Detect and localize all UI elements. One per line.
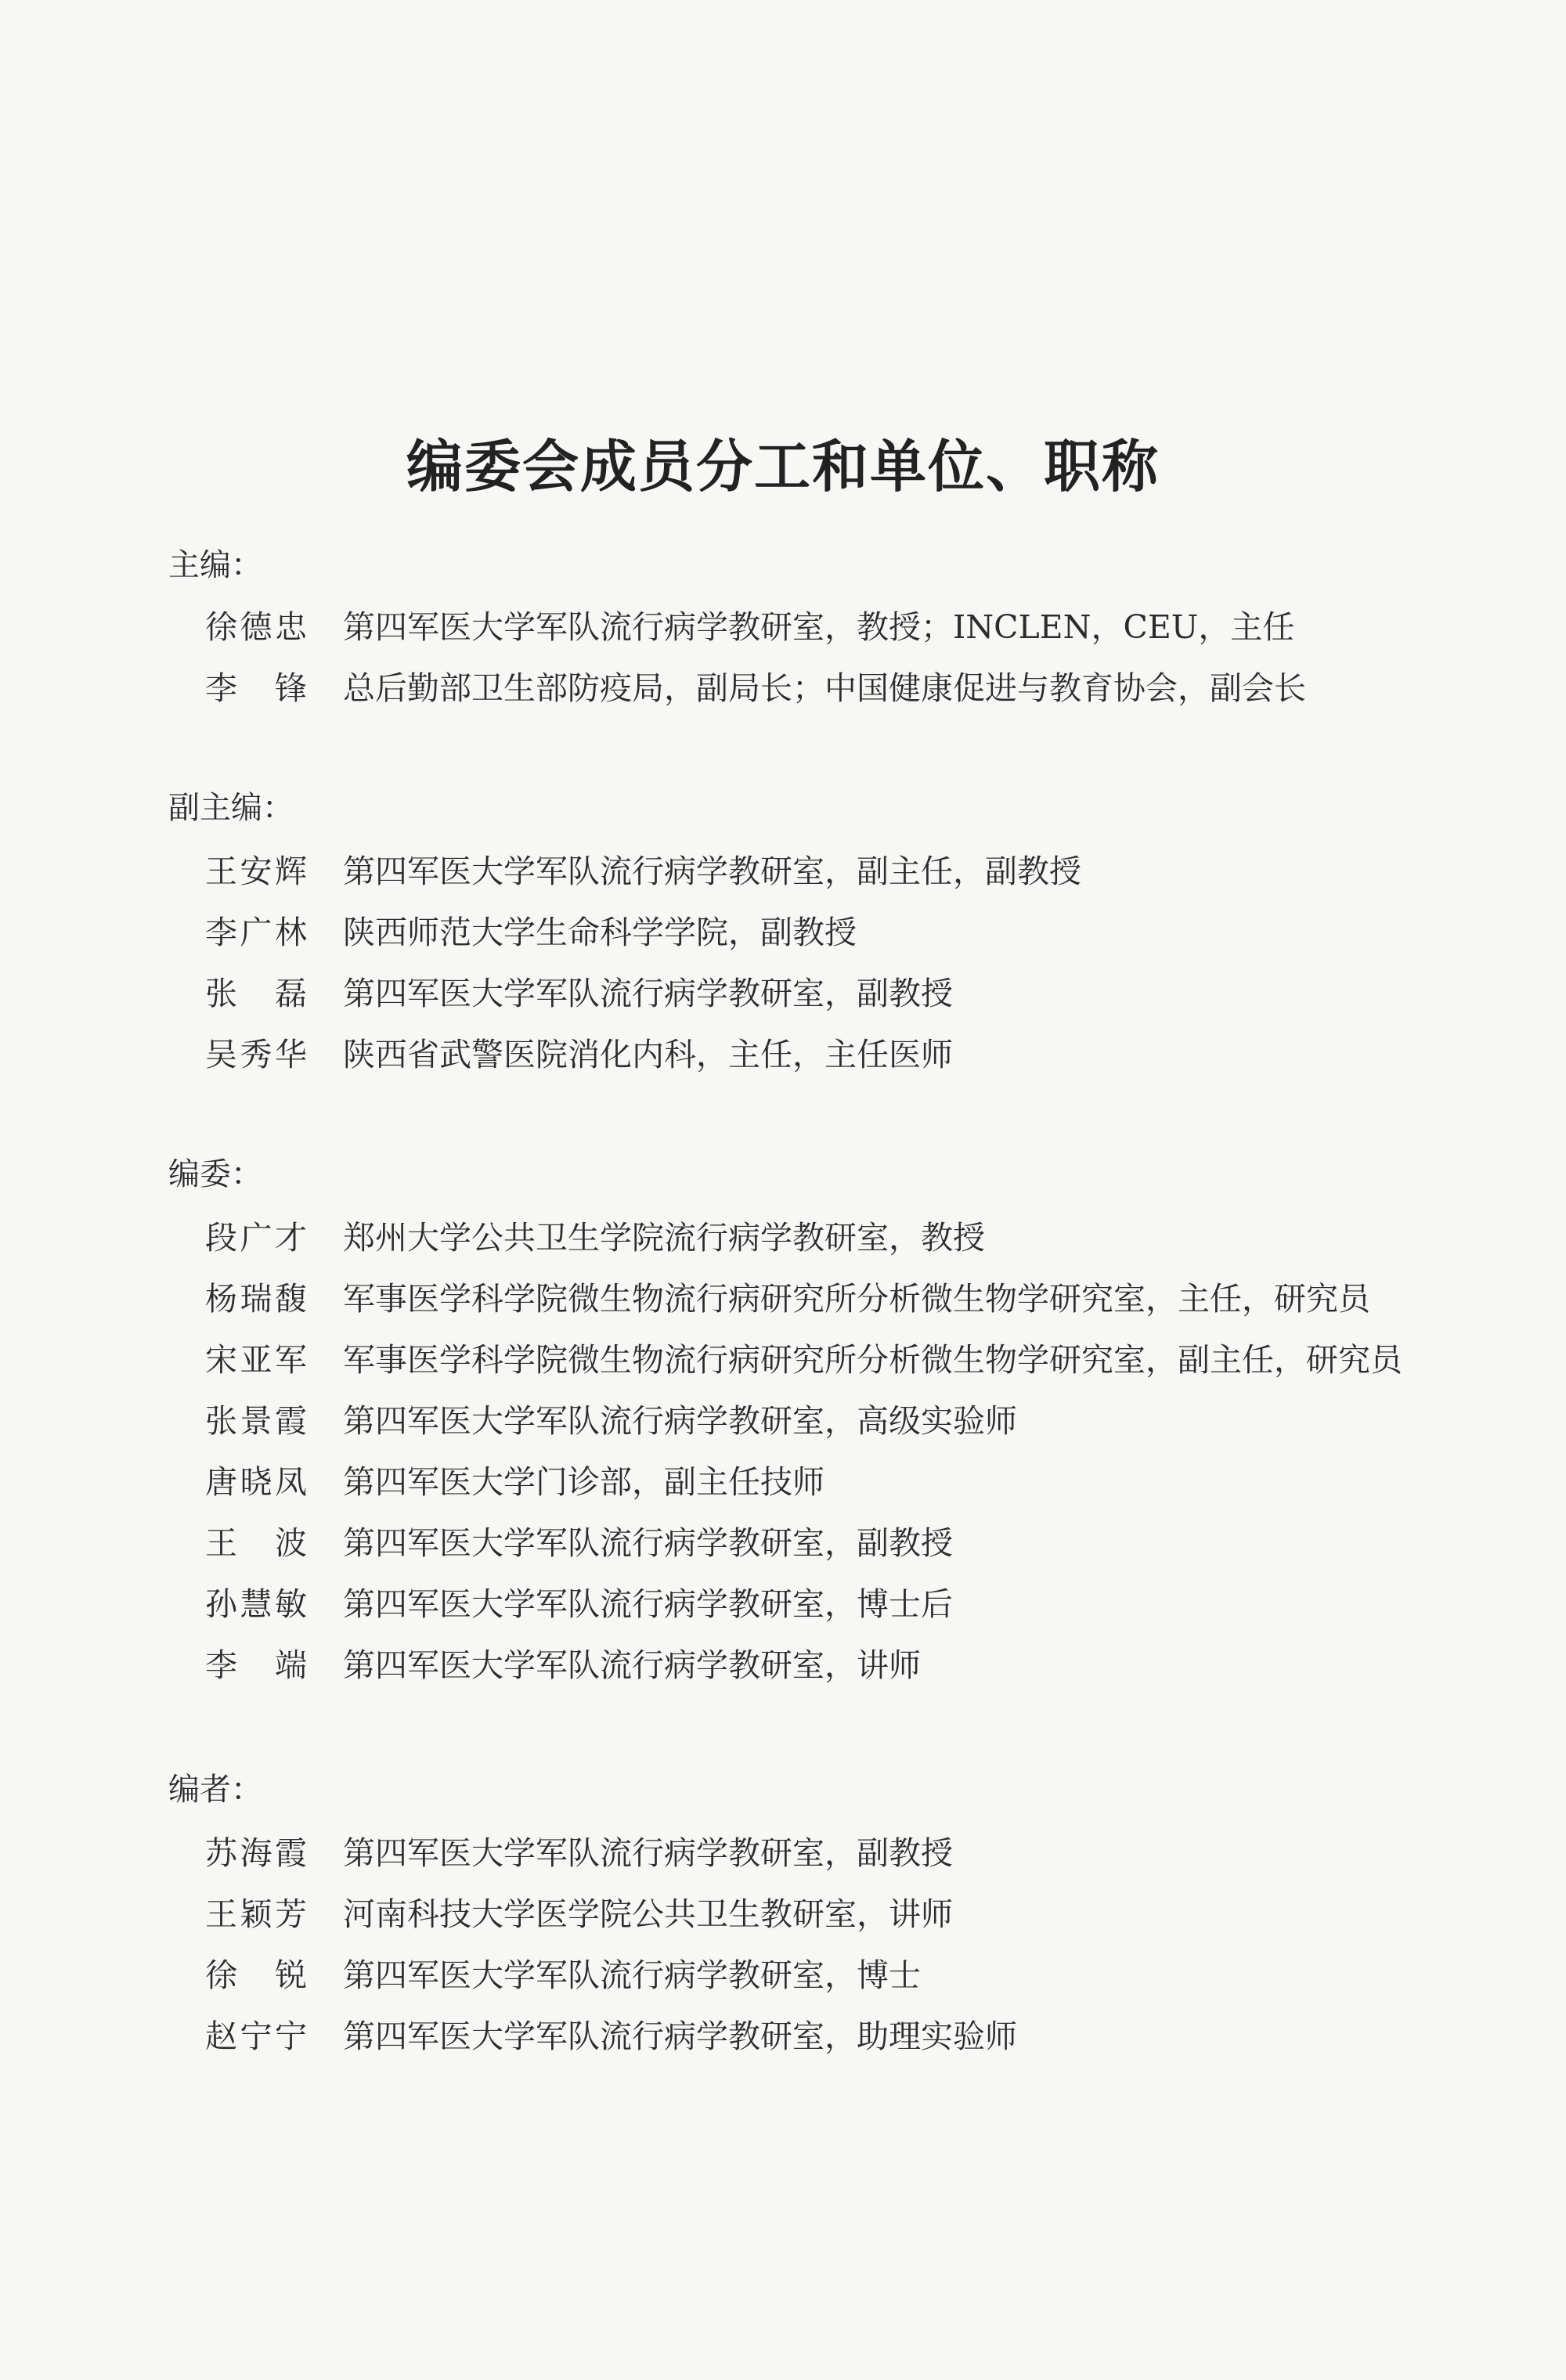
member-entry xyxy=(0,1273,1566,1320)
member-entry xyxy=(0,1517,1566,1564)
member-entry xyxy=(0,1578,1566,1625)
member-entry xyxy=(0,968,1566,1015)
member-entry xyxy=(0,1949,1566,1996)
member-affiliation: 第四军医大学门诊部，副主任技师 xyxy=(343,1463,824,1501)
member-affiliation: 第四军医大学军队流行病学教研室，副主任，副教授 xyxy=(343,853,1081,890)
member-affiliation: 河南科技大学医学院公共卫生教研室，讲师 xyxy=(343,1895,953,1933)
member-affiliation: 郑州大学公共卫生学院流行病学教研室，教授 xyxy=(343,1219,985,1257)
member-name: 孙慧敏 xyxy=(205,1585,307,1623)
member-entry xyxy=(0,1395,1566,1442)
section-heading: 编者： xyxy=(168,1772,262,1808)
member-entry xyxy=(0,1029,1566,1076)
member-affiliation: 第四军医大学军队流行病学教研室，博士后 xyxy=(343,1585,953,1623)
member-affiliation: 陕西省武警医院消化内科，主任，主任医师 xyxy=(343,1036,953,1073)
page-title: 编委会成员分工和单位、职称 xyxy=(406,434,1160,500)
member-affiliation: 第四军医大学军队流行病学教研室，高级实验师 xyxy=(343,1402,1017,1440)
member-name: 王波 xyxy=(205,1524,307,1562)
member-name: 李广林 xyxy=(205,914,307,951)
member-entry xyxy=(0,1212,1566,1259)
member-name: 李端 xyxy=(205,1646,307,1684)
section-heading: 副主编： xyxy=(168,790,294,826)
member-name: 吴秀华 xyxy=(205,1036,307,1073)
member-entry xyxy=(0,1827,1566,1874)
member-entry xyxy=(0,1456,1566,1503)
member-affiliation: 第四军医大学军队流行病学教研室，讲师 xyxy=(343,1646,921,1684)
member-name: 张磊 xyxy=(205,975,307,1012)
member-name: 杨瑞馥 xyxy=(205,1280,307,1318)
member-entry xyxy=(0,1888,1566,1935)
member-name: 赵宁宁 xyxy=(205,2018,307,2055)
member-name: 苏海霞 xyxy=(205,1834,307,1872)
member-entry xyxy=(0,601,1566,648)
member-entry xyxy=(0,846,1566,892)
member-affiliation: 军事医学科学院微生物流行病研究所分析微生物学研究室，主任，研究员 xyxy=(343,1280,1370,1318)
member-entry xyxy=(0,2010,1566,2057)
member-name: 唐晓凤 xyxy=(205,1463,307,1501)
member-affiliation: 第四军医大学军队流行病学教研室，副教授 xyxy=(343,1524,953,1562)
member-name: 李锋 xyxy=(205,669,307,707)
member-affiliation: 总后勤部卫生部防疫局，副局长；中国健康促进与教育协会，副会长 xyxy=(343,669,1306,707)
member-affiliation: 第四军医大学军队流行病学教研室，教授；INCLEN，CEU，主任 xyxy=(343,608,1295,646)
member-affiliation: 第四军医大学军队流行病学教研室，博士 xyxy=(343,1956,921,1994)
member-name: 段广才 xyxy=(205,1219,307,1257)
member-entry xyxy=(0,1639,1566,1686)
member-entry xyxy=(0,1334,1566,1381)
member-name: 王安辉 xyxy=(205,853,307,890)
member-affiliation: 军事医学科学院微生物流行病研究所分析微生物学研究室，副主任，研究员 xyxy=(343,1341,1402,1379)
member-name: 徐锐 xyxy=(205,1956,307,1994)
section-heading: 编委： xyxy=(168,1156,262,1192)
member-entry xyxy=(0,907,1566,954)
member-name: 王颖芳 xyxy=(205,1895,307,1933)
member-affiliation: 第四军医大学军队流行病学教研室，副教授 xyxy=(343,1834,953,1872)
member-name: 张景霞 xyxy=(205,1402,307,1440)
member-affiliation: 陕西师范大学生命科学学院，副教授 xyxy=(343,914,857,951)
member-entry xyxy=(0,662,1566,709)
member-affiliation: 第四军医大学军队流行病学教研室，副教授 xyxy=(343,975,953,1012)
section-heading: 主编： xyxy=(168,547,262,583)
member-name: 徐德忠 xyxy=(205,608,307,646)
member-name: 宋亚军 xyxy=(205,1341,307,1379)
member-affiliation: 第四军医大学军队流行病学教研室，助理实验师 xyxy=(343,2018,1017,2055)
